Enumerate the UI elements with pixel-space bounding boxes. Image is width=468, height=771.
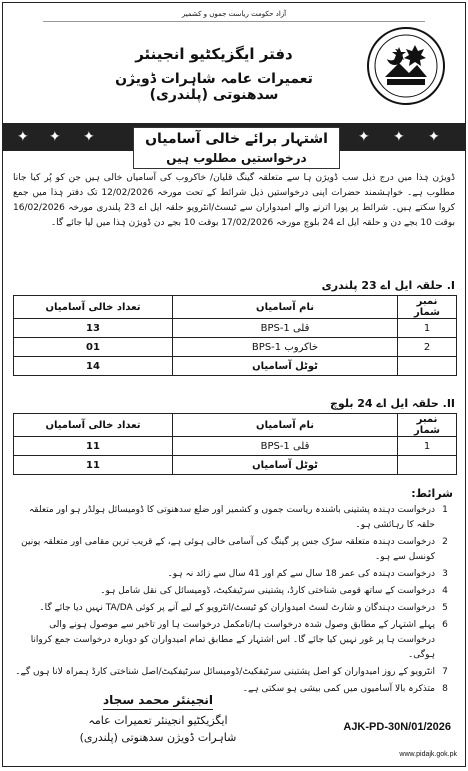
star-icon: ✦ bbox=[358, 129, 370, 145]
col-serial: نمبر شمار bbox=[398, 296, 457, 319]
intro-paragraph: ڈویژن ہٰذا میں درج ذیل سب ڈویژن ہا سے متعلقہ گینگ قلیان/ خاکروب کی آسامیاں خالی ہیں جن کو پُر کیا جانا مطلوب ہے۔ خواہشمند حضرات اپنی درخواستیں ذیل شرائط کے تحت مورخہ 12/02/2026 تک دفتر ہٰذا میں جمع کروا سکتے ہیں۔ شرائط پر پورا اترنے والے امیدواران سے ٹیسٹ/انٹرویو حلقہ ایل اے 23 پلندری مورخہ 16/02/2026 بوقت 10 بجے دن و حلقہ ایل اے 24 بلوچ مورخہ 17/02/2026 بوقت 10 بجے دن ڈویژن ہٰذا میں لیا جائے گا۔ bbox=[13, 173, 455, 228]
conditions-title: شرائط: bbox=[411, 487, 453, 500]
list-item: 4 درخواست کے ساتھ قومی شناختی کارڈ، پشتینی سرٹیفکیٹ، ڈومیسائل کی نقل شامل ہو۔ bbox=[100, 586, 448, 596]
col-post-name: نام آسامیاں bbox=[173, 414, 398, 437]
col-serial: نمبر شمار bbox=[398, 414, 457, 437]
count-cell: 11 bbox=[14, 437, 173, 456]
star-icon: ✦ bbox=[393, 129, 405, 145]
list-item: 7 انٹرویو کے روز امیدواران کو اصل پشتینی سرٹیفکیٹ/ڈومیسائل سرٹیفکیٹ/اصل شناختی کارڈ ہمراہ لانا ہوں گے۔ bbox=[15, 667, 448, 677]
post-cell: خاکروب BPS-1 bbox=[173, 338, 398, 357]
table-row bbox=[14, 338, 457, 357]
banner-title: اشتہار برائے خالی آسامیاں bbox=[145, 131, 328, 147]
list-item: 8 متذکرہ بالا آسامیوں میں کمی بیشی ہو سکتی ہے۔ bbox=[242, 684, 448, 694]
reference-number: AJK-PD-30N/01/2026 bbox=[343, 721, 451, 733]
banner-subtitle: درخواستیں مطلوب ہیں bbox=[166, 151, 307, 165]
list-item: 2 درخواست دہندہ متعلقہ سڑک جس پر گینگ کی آسامی خالی ہوئی ہے، کے قریب ترین مقامی اور متعلقہ یونین کونسل سے ہو۔ bbox=[21, 537, 448, 562]
total-count: 11 bbox=[14, 456, 173, 475]
office-title: دفتر ایگزیکٹیو انجینئر bbox=[135, 45, 293, 63]
list-item: 1 درخواست دہندہ پشتینی باشندہ ریاست جموں و کشمیر اور ضلع سدھنوتی کا ڈومیسائل ہولڈر ہو اور متعلقہ حلقہ کا رہائشی ہو۔ bbox=[29, 505, 448, 530]
table-row bbox=[14, 437, 457, 456]
total-label: ٹوٹل آسامیاں bbox=[173, 456, 398, 475]
total-row bbox=[14, 456, 457, 475]
star-icon: ✦ bbox=[83, 129, 95, 145]
top-strip: آزاد حکومت ریاست جموں و کشمیر bbox=[43, 7, 425, 22]
post-cell: قلی BPS-1 bbox=[173, 319, 398, 338]
serial-cell: 1 bbox=[398, 437, 457, 456]
count-cell: 01 bbox=[14, 338, 173, 357]
table-row bbox=[14, 319, 457, 338]
section1-table bbox=[13, 295, 457, 376]
list-item: 5 درخواست دہندگان و شارٹ لسٹ امیدواران کو ٹیسٹ/انٹرویو کے لیے آنے پر کوئی TA/DA نہیں دیا جائے گا۔ bbox=[39, 603, 448, 613]
serial-cell: 1 bbox=[398, 319, 457, 338]
table-header-row bbox=[14, 296, 457, 319]
list-item: 6 پہلے اشتہار کے مطابق وصول شدہ درخواست ہا/نامکمل درخواست ہا اور تاخیر سے موصول ہونے والی درخواست ہا پر غور نہیں کیا جائے گا۔ اس اشتہار کے مطابق تمام امیدواران کو دوبارہ درخواست جمع کروانا ہوگی۔ bbox=[30, 620, 448, 660]
ajk-emblem-icon bbox=[365, 25, 447, 107]
col-vacancies: تعداد خالی آسامیاں bbox=[14, 296, 173, 319]
total-label: ٹوٹل آسامیاں bbox=[173, 357, 398, 376]
list-item: 3 درخواست دہندہ کی عمر 18 سال سے کم اور 41 سال سے زائد نہ ہو۔ bbox=[167, 569, 448, 579]
col-post-name: نام آسامیاں bbox=[173, 296, 398, 319]
section2-table bbox=[13, 413, 457, 475]
count-cell: 13 bbox=[14, 319, 173, 338]
banner bbox=[133, 127, 340, 169]
conditions-list bbox=[13, 503, 455, 699]
star-icon: ✦ bbox=[428, 129, 440, 145]
division-title: تعمیرات عامہ شاہرات ڈویژن سدھنوتی (پلندری) bbox=[115, 71, 313, 103]
signatory-name: انجینئر محمد سجاد bbox=[103, 693, 213, 710]
website-link[interactable]: www.pidajk.gok.pk bbox=[399, 751, 457, 758]
signatory-division: شاہرات ڈویژن سدھنوتی (پلندری) bbox=[79, 731, 237, 744]
col-vacancies: تعداد خالی آسامیاں bbox=[14, 414, 173, 437]
table-header-row bbox=[14, 414, 457, 437]
star-icon: ✦ bbox=[49, 129, 61, 145]
header bbox=[13, 23, 455, 123]
section1-title: I. حلقہ ایل اے 23 پلندری bbox=[321, 279, 455, 292]
post-cell: قلی BPS-1 bbox=[173, 437, 398, 456]
total-count: 14 bbox=[14, 357, 173, 376]
serial-cell: 2 bbox=[398, 338, 457, 357]
section2-title: II. حلقہ ایل اے 24 بلوچ bbox=[330, 397, 455, 410]
signatory-designation: ایگزیکٹیو انجینئر تعمیرات عامہ bbox=[88, 714, 228, 727]
total-row bbox=[14, 357, 457, 376]
advertisement-page bbox=[2, 2, 466, 767]
signature-block bbox=[53, 689, 263, 744]
star-icon: ✦ bbox=[17, 129, 29, 145]
